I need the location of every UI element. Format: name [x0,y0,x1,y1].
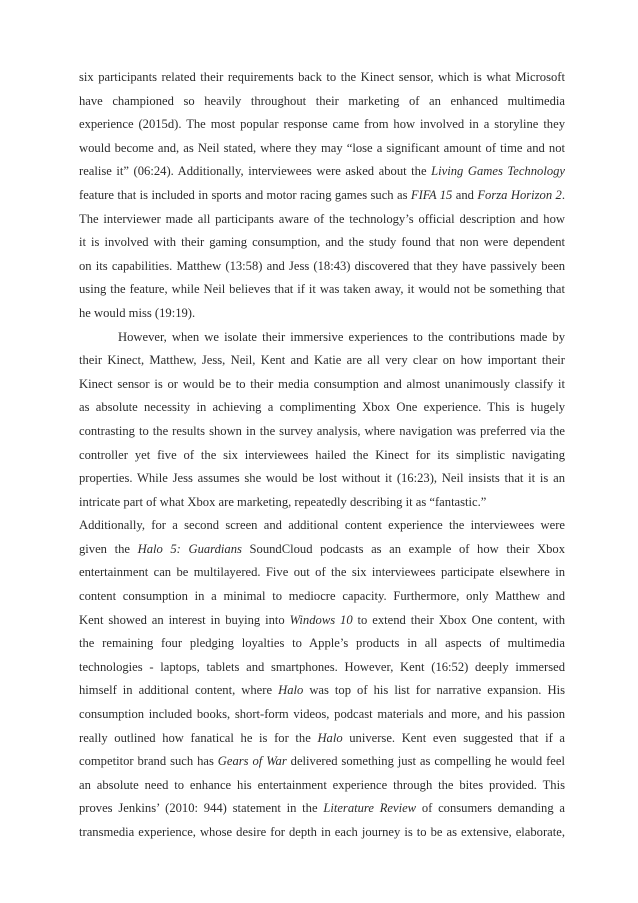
text-segment: it is involved with their gaming consumption, and the study found that non were dependent [79,235,565,250]
text-line [79,302,565,326]
text-line [79,538,565,562]
italic-title-text: FIFA 15 [410,187,453,202]
text-line [79,326,565,350]
text-segment: intricate part of what Xbox are marketing, repeatedly describing it as “fantastic.” [79,494,487,509]
text-segment: contrasting to the results shown in the survey analysis, where navigation was preferred via the [79,423,565,438]
text-segment: experience (2015d). The most popular response came from how involved in a storyline they [79,117,565,132]
italic-title-text: Halo [278,683,304,698]
text-segment: properties. While Jess assumes she would be lost without it (16:23), Neil insists that it is an [79,471,565,486]
text-line [79,231,565,255]
text-segment: content consumption in a minimal to mediocre capacity. Furthermore, only Matthew and [79,589,565,604]
text-line [79,585,565,609]
text-line [79,727,565,751]
text-line [79,609,565,633]
italic-title-text: Windows 10 [289,612,353,627]
text-segment: he would miss (19:19). [79,305,196,320]
text-segment: However, when we isolate their immersive experiences to the contributions made by [118,329,565,344]
text-line [79,184,565,208]
italic-title-text: Literature Review [323,801,417,816]
text-line [79,160,565,184]
text-segment: technologies - laptops, tablets and smartphones. However, Kent (16:52) deeply immersed [79,659,565,674]
text-line [79,137,565,161]
text-segment: have championed so heavily throughout their marketing of an enhanced multimedia [79,93,565,108]
italic-title-text: Gears of War [217,754,287,769]
text-line [79,373,565,397]
text-line [79,467,565,491]
text-segment: their Kinect, Matthew, Jess, Neil, Kent and Katie are all very clear on how important their [79,353,565,368]
text-line [79,208,565,232]
text-segment: SoundCloud podcasts as an example of how their Xbox [241,541,566,556]
text-segment: proves Jenkins’ (2010: 944) statement in the [79,801,324,816]
text-segment: The interviewer made all participants aware of the technology’s official description and how [79,211,565,226]
text-line [79,632,565,656]
text-line [79,255,565,279]
italic-title-text: Forza Horizon 2 [477,187,562,202]
text-segment: of consumers demanding a [416,801,565,816]
text-line [79,561,565,585]
text-segment: Kent showed an interest in buying into [79,612,290,627]
text-line [79,491,565,515]
text-line [79,703,565,727]
text-segment: as absolute necessity in achieving a complimenting Xbox One experience. This is hugely [79,400,565,415]
italic-title-text: Living Games Technology [431,164,565,179]
text-segment: was top of his list for narrative expansion. His [303,683,565,698]
text-line [79,420,565,444]
text-segment: feature that is included in sports and motor racing games such as [79,187,411,202]
text-line [79,66,565,90]
text-segment: using the feature, while Neil believes that if it was taken away, it would not be something that [79,282,565,297]
text-segment: given the [79,541,138,556]
text-line [79,797,565,821]
text-line [79,656,565,680]
text-line [79,514,565,538]
text-line [79,90,565,114]
text-segment: an absolute need to enhance his entertainment experience through the bites provided. This [79,777,565,792]
text-line [79,821,565,845]
text-segment: realise it” (06:24). Additionally, interviewees were asked about the [79,164,432,179]
text-segment: and [452,187,478,202]
text-segment: entertainment can be multilayered. Five out of the six interviewees participate elsewhere in [79,565,565,580]
text-segment: himself in additional content, where [79,683,279,698]
text-line [79,444,565,468]
body-text [79,66,565,845]
text-segment: the remaining four pledging loyalties to Apple’s products in all aspects of multimedia [79,636,565,651]
text-segment: transmedia experience, whose desire for depth in each journey is to be as extensive, elaborate, [79,825,565,839]
text-segment: . [561,187,566,202]
text-segment: universe. Kent even suggested that if a [342,730,565,745]
text-segment: really outlined how fanatical he is for the [79,730,318,745]
text-segment: competitor brand such has [79,754,218,769]
italic-title-text: Halo [317,730,343,745]
text-segment: Additionally, for a second screen and additional content experience the interviewees were [79,518,565,533]
text-segment: to extend their Xbox One content, with [352,612,566,627]
text-segment: delivered something just as compelling he would feel [286,754,565,769]
text-line [79,750,565,774]
text-segment: would become and, as Neil stated, where they may “lose a significant amount of time and not [79,140,565,155]
text-line [79,278,565,302]
text-line [79,349,565,373]
text-line [79,396,565,420]
text-line [79,679,565,703]
text-segment: Kinect sensor is or would be to their media consumption and almost unanimously classify it [79,376,565,391]
text-segment: controller yet five of the six interviewees hailed the Kinect for its simplistic navigating [79,447,565,462]
italic-title-text: Halo 5: Guardians [137,541,242,556]
text-line [79,774,565,798]
text-segment: consumption included books, short-form videos, podcast materials and more, and his passion [79,707,565,722]
text-segment: six participants related their requirements back to the Kinect sensor, which is what Microsoft [79,70,565,84]
text-line [79,113,565,137]
text-segment: on its capabilities. Matthew (13:58) and Jess (18:43) discovered that they have passively been [79,258,565,273]
